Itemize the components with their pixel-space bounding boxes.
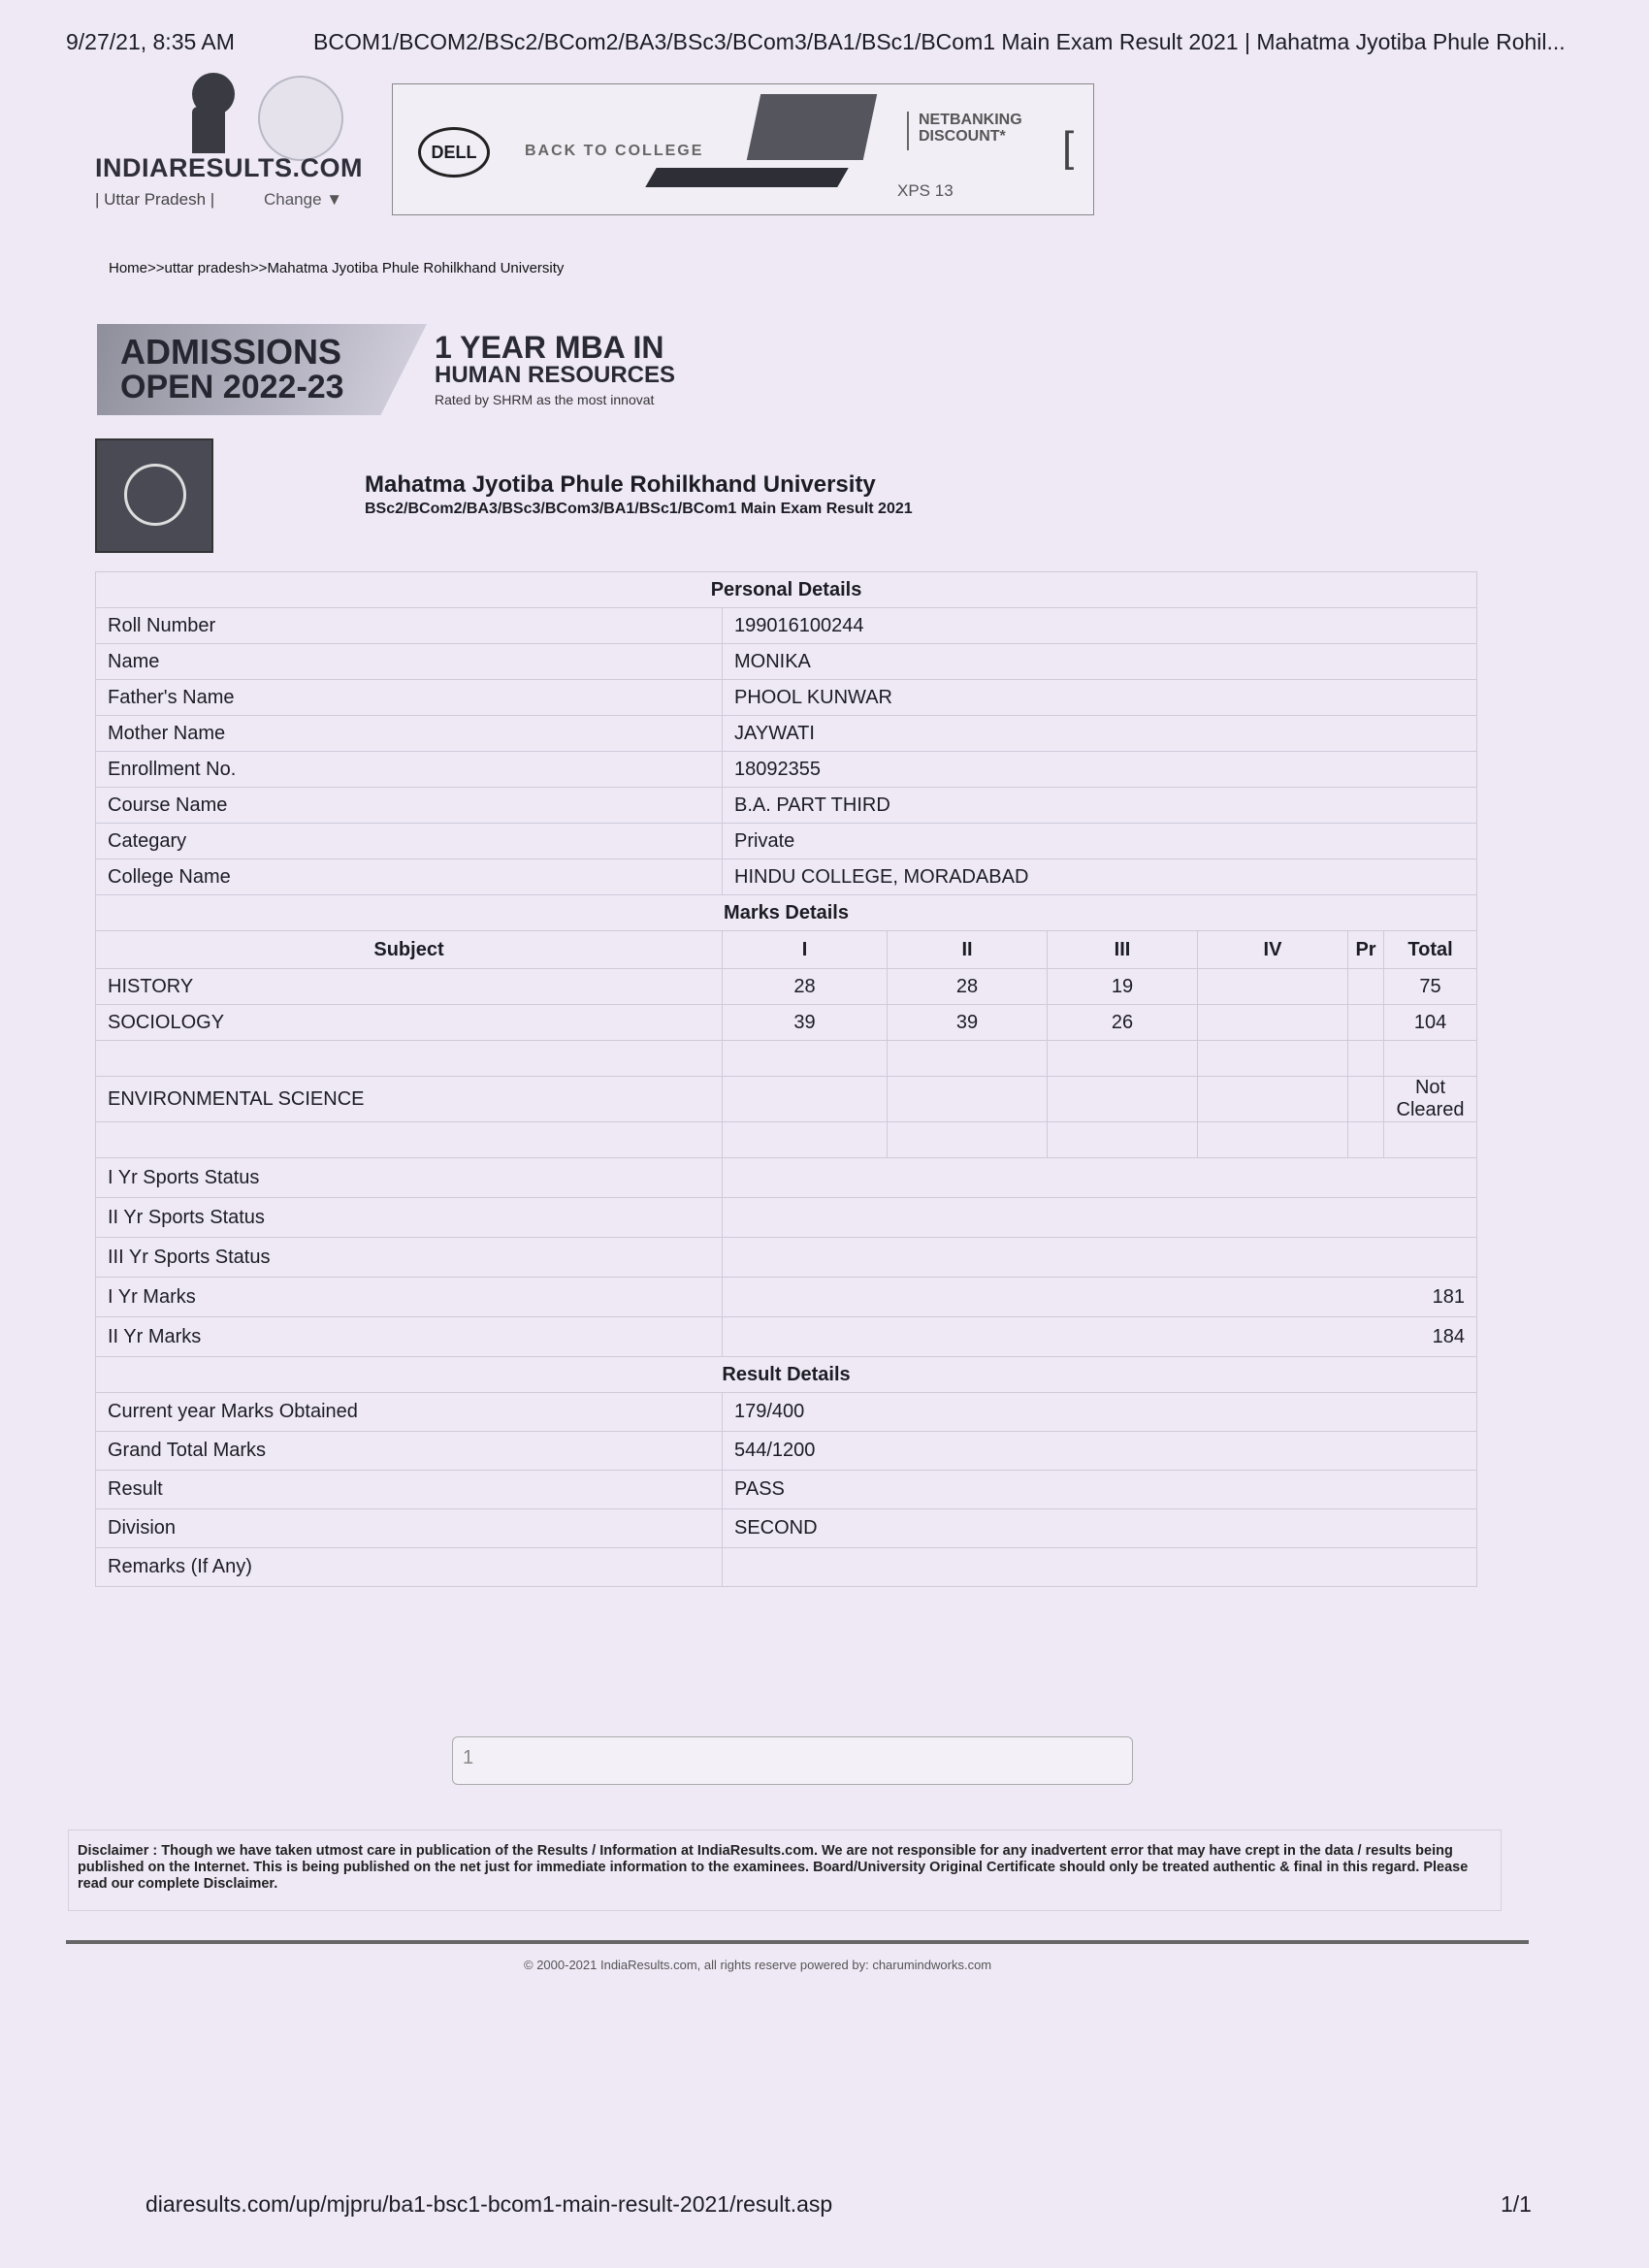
subject-name: HISTORY [96, 969, 723, 1005]
college-value: HINDU COLLEGE, MORADABAD [723, 859, 1477, 895]
table-row [96, 1548, 1477, 1587]
table-row [96, 644, 1477, 680]
print-page-title: BCOM1/BCOM2/BSc2/BCom2/BA3/BSc3/BCom3/BA1/BSc1/BCom1 Main Exam Result 2021 | Mahatma Jyotiba Phule Rohil... [313, 29, 1566, 54]
field-label: III Yr Sports Status [96, 1238, 723, 1278]
paper-2-marks: 39 [888, 1005, 1048, 1041]
subject-name: SOCIOLOGY [96, 1005, 723, 1041]
result-table [95, 571, 1477, 1587]
father-name-value: PHOOL KUNWAR [723, 680, 1477, 716]
personal-details-heading: Personal Details [96, 572, 1477, 608]
paper-1-marks: 28 [723, 969, 888, 1005]
field-label: Division [96, 1509, 723, 1548]
change-state-link[interactable]: Change ▼ [264, 190, 343, 209]
table-row [96, 1158, 1477, 1198]
mba-ad-subtitle: HUMAN RESOURCES [435, 362, 676, 388]
field-label: Mother Name [96, 716, 723, 752]
table-row [96, 788, 1477, 824]
name-value: MONIKA [723, 644, 1477, 680]
field-label: Remarks (If Any) [96, 1548, 723, 1587]
ad-bracket-icon: [ [1062, 123, 1075, 171]
site-logo-text[interactable]: INDIARESULTS.COM [95, 153, 363, 182]
table-row [96, 1432, 1477, 1471]
search-input-value: 1 [463, 1747, 474, 1768]
col-paper-2: II [888, 931, 1048, 969]
sports-2-value [723, 1198, 1477, 1238]
table-row [96, 716, 1477, 752]
footer-divider [66, 1940, 1529, 1944]
field-label: Enrollment No. [96, 752, 723, 788]
paper-4-marks [1198, 1005, 1348, 1041]
field-label: Roll Number [96, 608, 723, 644]
table-row [96, 969, 1477, 1005]
remarks-value [723, 1548, 1477, 1587]
table-row [96, 1317, 1477, 1357]
category-value: Private [723, 824, 1477, 859]
enrollment-value: 18092355 [723, 752, 1477, 788]
print-page-number: 1/1 [1501, 2191, 1532, 2217]
field-label: Current year Marks Obtained [96, 1393, 723, 1432]
table-row [96, 1005, 1477, 1041]
current-marks-value: 179/400 [723, 1393, 1477, 1432]
table-row [96, 859, 1477, 895]
course-value: B.A. PART THIRD [723, 788, 1477, 824]
year-1-marks: 181 [723, 1278, 1477, 1317]
table-row [96, 680, 1477, 716]
col-paper-3: III [1048, 931, 1198, 969]
ad-offer: NETBANKING DISCOUNT* [919, 112, 1022, 145]
site-logo-figure [192, 107, 225, 153]
breadcrumb[interactable]: Home>>uttar pradesh>>Mahatma Jyotiba Phule Rohilkhand University [109, 260, 565, 276]
paper-2-marks: 28 [888, 969, 1048, 1005]
exam-title: BSc2/BCom2/BA3/BSc3/BCom3/BA1/BSc1/BCom1 Main Exam Result 2021 [365, 501, 913, 517]
table-row [96, 1278, 1477, 1317]
ad-tagline: BACK TO COLLEGE [525, 143, 704, 159]
university-name: Mahatma Jyotiba Phule Rohilkhand University [365, 471, 876, 498]
dell-logo-icon: DELL [418, 127, 490, 178]
subject-name: ENVIRONMENTAL SCIENCE [96, 1077, 723, 1122]
subject-total: 104 [1384, 1005, 1477, 1041]
field-label: Name [96, 644, 723, 680]
practical-marks [1348, 969, 1384, 1005]
table-row [96, 1238, 1477, 1278]
banner-line2: OPEN 2022-23 [120, 369, 344, 405]
print-date: 9/27/21, 8:35 AM [66, 29, 235, 54]
table-row [96, 608, 1477, 644]
empty-row [96, 1122, 1477, 1158]
roll-number-value: 199016100244 [723, 608, 1477, 644]
emblem-wheel-icon [124, 464, 186, 526]
uttar-pradesh-map-icon [258, 76, 343, 161]
field-label: I Yr Sports Status [96, 1158, 723, 1198]
result-details-heading: Result Details [96, 1357, 1477, 1393]
table-row [96, 1077, 1477, 1122]
field-label: College Name [96, 859, 723, 895]
marks-details-heading: Marks Details [96, 895, 1477, 931]
state-label: | Uttar Pradesh | [95, 190, 215, 209]
mba-ad-title[interactable]: 1 YEAR MBA IN [435, 330, 664, 365]
practical-marks [1348, 1005, 1384, 1041]
field-label: Result [96, 1471, 723, 1509]
field-label: Course Name [96, 788, 723, 824]
table-row [96, 1471, 1477, 1509]
col-practical: Pr [1348, 931, 1384, 969]
field-label: II Yr Marks [96, 1317, 723, 1357]
subject-total: 75 [1384, 969, 1477, 1005]
col-paper-1: I [723, 931, 888, 969]
paper-4-marks [1198, 969, 1348, 1005]
field-label: Categary [96, 824, 723, 859]
laptop-base-icon [645, 168, 849, 187]
division-value: SECOND [723, 1509, 1477, 1548]
mba-ad-note: Rated by SHRM as the most innovat [435, 392, 655, 407]
mother-name-value: JAYWATI [723, 716, 1477, 752]
banner-line1: ADMISSIONS [120, 332, 342, 372]
paper-1-marks: 39 [723, 1005, 888, 1041]
table-row [96, 1198, 1477, 1238]
table-row [96, 1393, 1477, 1432]
col-total: Total [1384, 931, 1477, 969]
col-subject: Subject [96, 931, 723, 969]
laptop-icon [747, 94, 877, 160]
marks-header-row [96, 931, 1477, 969]
sports-3-value [723, 1238, 1477, 1278]
paper-3-marks: 19 [1048, 969, 1198, 1005]
table-row [96, 752, 1477, 788]
field-label: II Yr Sports Status [96, 1198, 723, 1238]
table-row [96, 824, 1477, 859]
paper-3-marks: 26 [1048, 1005, 1198, 1041]
col-paper-4: IV [1198, 931, 1348, 969]
year-2-marks: 184 [723, 1317, 1477, 1357]
field-label: I Yr Marks [96, 1278, 723, 1317]
table-row [96, 1509, 1477, 1548]
sports-1-value [723, 1158, 1477, 1198]
print-url: diaresults.com/up/mjpru/ba1-bsc1-bcom1-main-result-2021/result.asp [146, 2191, 833, 2217]
result-value: PASS [723, 1471, 1477, 1509]
dell-advertisement[interactable] [392, 83, 1094, 215]
field-label: Father's Name [96, 680, 723, 716]
university-emblem-icon [95, 438, 213, 553]
ad-model: XPS 13 [897, 181, 954, 200]
search-input[interactable] [452, 1736, 1133, 1785]
field-label: Grand Total Marks [96, 1432, 723, 1471]
env-science-status: Not Cleared [1384, 1077, 1477, 1122]
disclaimer-text: Disclaimer : Though we have taken utmost care in publication of the Results / Information at IndiaResults.com. We are not responsible for any inadvertent error that may have crept in the data / results being published on the Internet. This is being published on the net just for immediate information to the examinees. Board/University Original Certificate should only be treated authentic & final in this regard. Please read our complete Disclaimer. [78, 1843, 1469, 1892]
copyright-text: © 2000-2021 IndiaResults.com, all rights reserve powered by: charumindworks.com [524, 1958, 992, 1972]
grand-total-value: 544/1200 [723, 1432, 1477, 1471]
ad-divider [907, 112, 909, 150]
empty-row [96, 1041, 1477, 1077]
